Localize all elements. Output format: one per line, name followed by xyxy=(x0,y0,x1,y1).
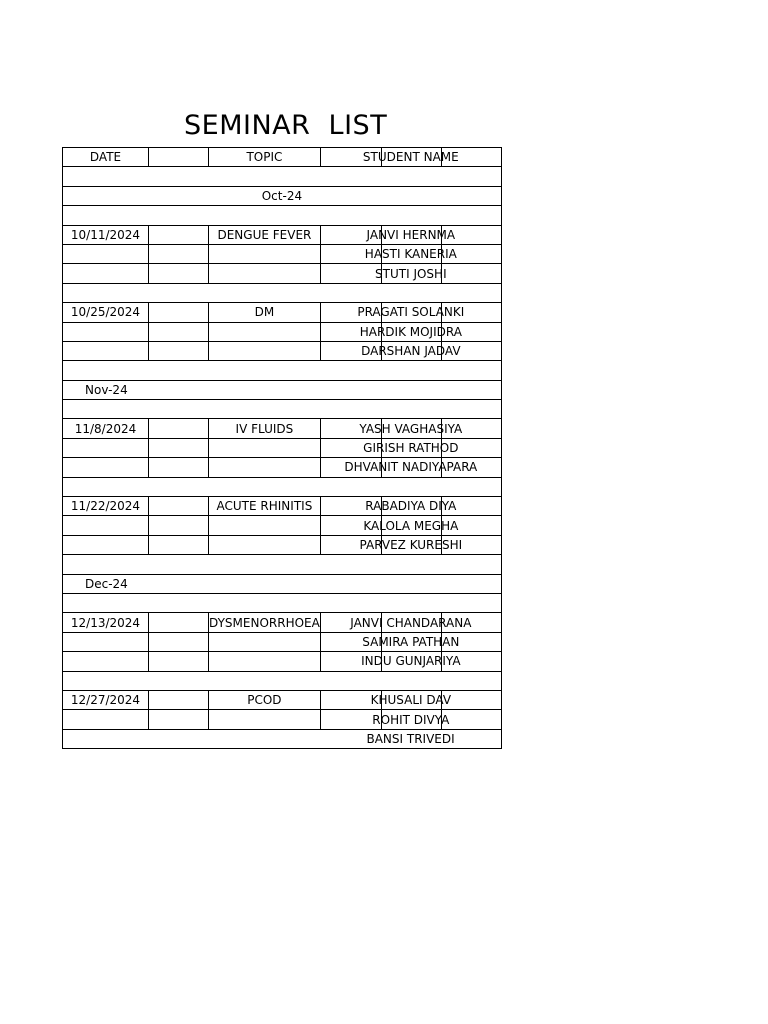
cell-divider xyxy=(441,303,442,321)
spacer-row xyxy=(63,555,502,574)
topic-cell xyxy=(209,710,321,729)
date-cell: 10/11/2024 xyxy=(63,225,149,244)
month-row xyxy=(63,574,502,593)
spacer-cell xyxy=(63,167,502,186)
spacer-cell xyxy=(63,206,502,225)
blank-cell xyxy=(149,516,209,535)
table-row xyxy=(63,613,502,632)
student-name-cell xyxy=(320,516,501,535)
cell-divider xyxy=(381,633,382,651)
topic-cell xyxy=(209,516,321,535)
table-row xyxy=(63,652,502,671)
spacer-cell xyxy=(63,477,502,496)
topic-cell xyxy=(209,652,321,671)
table-row xyxy=(63,535,502,554)
spacer-row xyxy=(63,167,502,186)
cell-divider xyxy=(441,710,442,728)
student-name-cell xyxy=(320,264,501,283)
topic-cell: PCOD xyxy=(209,690,321,709)
student-name: YASH VAGHASIYA xyxy=(359,421,463,436)
student-name-cell xyxy=(320,458,501,477)
table-row xyxy=(63,729,502,748)
topic-cell xyxy=(209,264,321,283)
student-name: RABADIYA DIYA xyxy=(365,499,457,514)
header-date: DATE xyxy=(63,148,149,167)
cell-divider xyxy=(381,516,382,534)
cell-divider xyxy=(441,652,442,670)
student-name: PARVEZ KURESHI xyxy=(359,538,463,552)
table-row xyxy=(63,322,502,341)
cell-divider xyxy=(381,710,382,728)
date-cell: 12/27/2024 xyxy=(63,690,149,709)
student-name: DHVANIT NADIYAPARA xyxy=(344,460,478,475)
cell-divider xyxy=(441,458,442,476)
blank-cell xyxy=(149,419,209,438)
month-label: Nov-24 xyxy=(63,380,502,399)
student-name-cell xyxy=(320,535,501,554)
student-name-cell xyxy=(320,632,501,651)
student-name: JANVI CHANDARANA xyxy=(350,615,472,630)
student-name-cell xyxy=(320,419,501,438)
student-name: STUTI JOSHI xyxy=(375,266,447,281)
spacer-row xyxy=(63,361,502,380)
blank-cell xyxy=(149,244,209,263)
table-row xyxy=(63,244,502,263)
cell-divider xyxy=(381,323,382,341)
student-name-cell xyxy=(320,225,501,244)
cell-divider xyxy=(381,439,382,457)
topic-cell: IV FLUIDS xyxy=(209,419,321,438)
month-label: Dec-24 xyxy=(63,574,502,593)
table-row xyxy=(63,264,502,283)
blank-cell xyxy=(149,458,209,477)
student-name: ROHIT DIVYA xyxy=(372,712,450,727)
table-row xyxy=(63,419,502,438)
cell-divider xyxy=(381,497,382,515)
topic-cell xyxy=(209,341,321,360)
spacer-cell xyxy=(63,593,502,612)
header-row xyxy=(63,148,502,167)
date-cell xyxy=(63,458,149,477)
month-label: Oct-24 xyxy=(63,186,502,205)
spacer-cell xyxy=(63,671,502,690)
spacer-cell xyxy=(63,361,502,380)
spacer-row xyxy=(63,477,502,496)
topic-cell xyxy=(209,632,321,651)
cell-divider xyxy=(441,516,442,534)
seminar-table xyxy=(62,147,502,749)
date-cell: 11/22/2024 xyxy=(63,497,149,516)
date-cell xyxy=(63,341,149,360)
spacer-row xyxy=(63,206,502,225)
table-row xyxy=(63,690,502,709)
cell-divider xyxy=(381,303,382,321)
cell-divider xyxy=(381,536,382,554)
spacer-cell xyxy=(63,400,502,419)
cell-divider xyxy=(441,613,442,631)
topic-cell xyxy=(209,438,321,457)
date-cell xyxy=(63,516,149,535)
table-row xyxy=(63,516,502,535)
date-cell xyxy=(63,438,149,457)
cell-divider xyxy=(441,226,442,244)
cell-divider xyxy=(381,245,382,263)
cell-divider xyxy=(381,458,382,476)
spacer-row xyxy=(63,400,502,419)
student-name-cell xyxy=(320,322,501,341)
blank-cell xyxy=(149,303,209,322)
student-name-cell xyxy=(320,341,501,360)
cell-divider xyxy=(441,419,442,437)
table-row xyxy=(63,710,502,729)
cell-divider xyxy=(381,613,382,631)
header-topic: TOPIC xyxy=(209,148,321,167)
header-student-name-label: STUDENT NAME xyxy=(362,150,459,165)
student-name: PRAGATI SOLANKI xyxy=(357,305,465,320)
date-cell xyxy=(63,535,149,554)
blank-cell xyxy=(149,225,209,244)
cell-divider xyxy=(381,652,382,670)
student-name-cell xyxy=(320,652,501,671)
student-name: HARDIK MOJIDRA xyxy=(359,324,462,339)
student-name-cell xyxy=(320,613,501,632)
cell-divider xyxy=(381,342,382,360)
spacer-row xyxy=(63,593,502,612)
topic-cell xyxy=(209,535,321,554)
date-cell xyxy=(63,710,149,729)
student-name-cell xyxy=(320,690,501,709)
cell-divider xyxy=(441,439,442,457)
cell-divider xyxy=(381,419,382,437)
date-cell xyxy=(63,322,149,341)
spacer-row xyxy=(63,283,502,302)
blank-cell xyxy=(149,613,209,632)
cell-divider xyxy=(441,536,442,554)
blank-cell xyxy=(149,322,209,341)
cell-divider xyxy=(441,497,442,515)
student-name: INDU GUNJARIYA xyxy=(361,654,461,669)
blank-cell xyxy=(149,497,209,516)
cell-divider xyxy=(381,264,382,282)
cell-divider xyxy=(381,226,382,244)
spacer-row xyxy=(63,671,502,690)
spacer-cell xyxy=(63,283,502,302)
spacer-cell xyxy=(63,555,502,574)
cell-divider xyxy=(441,264,442,282)
student-name-cell xyxy=(320,244,501,263)
table-row xyxy=(63,303,502,322)
student-name: HASTI KANERIA xyxy=(364,247,457,262)
table-row xyxy=(63,458,502,477)
date-cell: 11/8/2024 xyxy=(63,419,149,438)
blank-cell xyxy=(149,710,209,729)
student-name: BANSI TRIVEDI xyxy=(320,729,501,748)
month-row xyxy=(63,186,502,205)
blank-cell xyxy=(149,535,209,554)
blank-cell xyxy=(149,341,209,360)
table-row xyxy=(63,497,502,516)
student-name: GIRISH RATHOD xyxy=(363,441,459,456)
topic-cell: DM xyxy=(209,303,321,322)
date-cell: 12/13/2024 xyxy=(63,613,149,632)
student-name-cell xyxy=(320,303,501,322)
month-row xyxy=(63,380,502,399)
table-row xyxy=(63,632,502,651)
date-cell xyxy=(63,652,149,671)
table-row xyxy=(63,341,502,360)
cell-divider xyxy=(441,633,442,651)
student-name: KALOLA MEGHA xyxy=(363,518,459,533)
cell-divider xyxy=(441,342,442,360)
date-cell xyxy=(63,632,149,651)
cell-divider xyxy=(441,691,442,709)
empty-cell xyxy=(63,729,321,748)
topic-cell xyxy=(209,322,321,341)
topic-cell xyxy=(209,458,321,477)
topic-cell: DYSMENORRHOEA xyxy=(209,613,321,632)
blank-cell xyxy=(149,438,209,457)
table-row xyxy=(63,225,502,244)
cell-divider xyxy=(381,148,382,166)
student-name-cell xyxy=(320,710,501,729)
header-blank xyxy=(149,148,209,167)
blank-cell xyxy=(149,632,209,651)
cell-divider xyxy=(381,691,382,709)
student-name-cell xyxy=(320,438,501,457)
date-cell xyxy=(63,264,149,283)
table-row xyxy=(63,438,502,457)
blank-cell xyxy=(149,264,209,283)
topic-cell xyxy=(209,244,321,263)
student-name-cell xyxy=(320,497,501,516)
date-cell: 10/25/2024 xyxy=(63,303,149,322)
topic-cell: DENGUE FEVER xyxy=(209,225,321,244)
student-name: JANVI HERNMA xyxy=(366,227,456,242)
student-name: KHUSALI DAV xyxy=(370,693,452,708)
student-name: SAMIRA PATHAN xyxy=(362,634,460,649)
page-title: SEMINAR LIST xyxy=(184,110,388,141)
topic-cell: ACUTE RHINITIS xyxy=(209,497,321,516)
cell-divider xyxy=(441,245,442,263)
header-student-name xyxy=(320,148,501,167)
date-cell xyxy=(63,244,149,263)
cell-divider xyxy=(441,148,442,166)
blank-cell xyxy=(149,652,209,671)
blank-cell xyxy=(149,690,209,709)
student-name: DARSHAN JADAV xyxy=(361,344,461,359)
cell-divider xyxy=(441,323,442,341)
